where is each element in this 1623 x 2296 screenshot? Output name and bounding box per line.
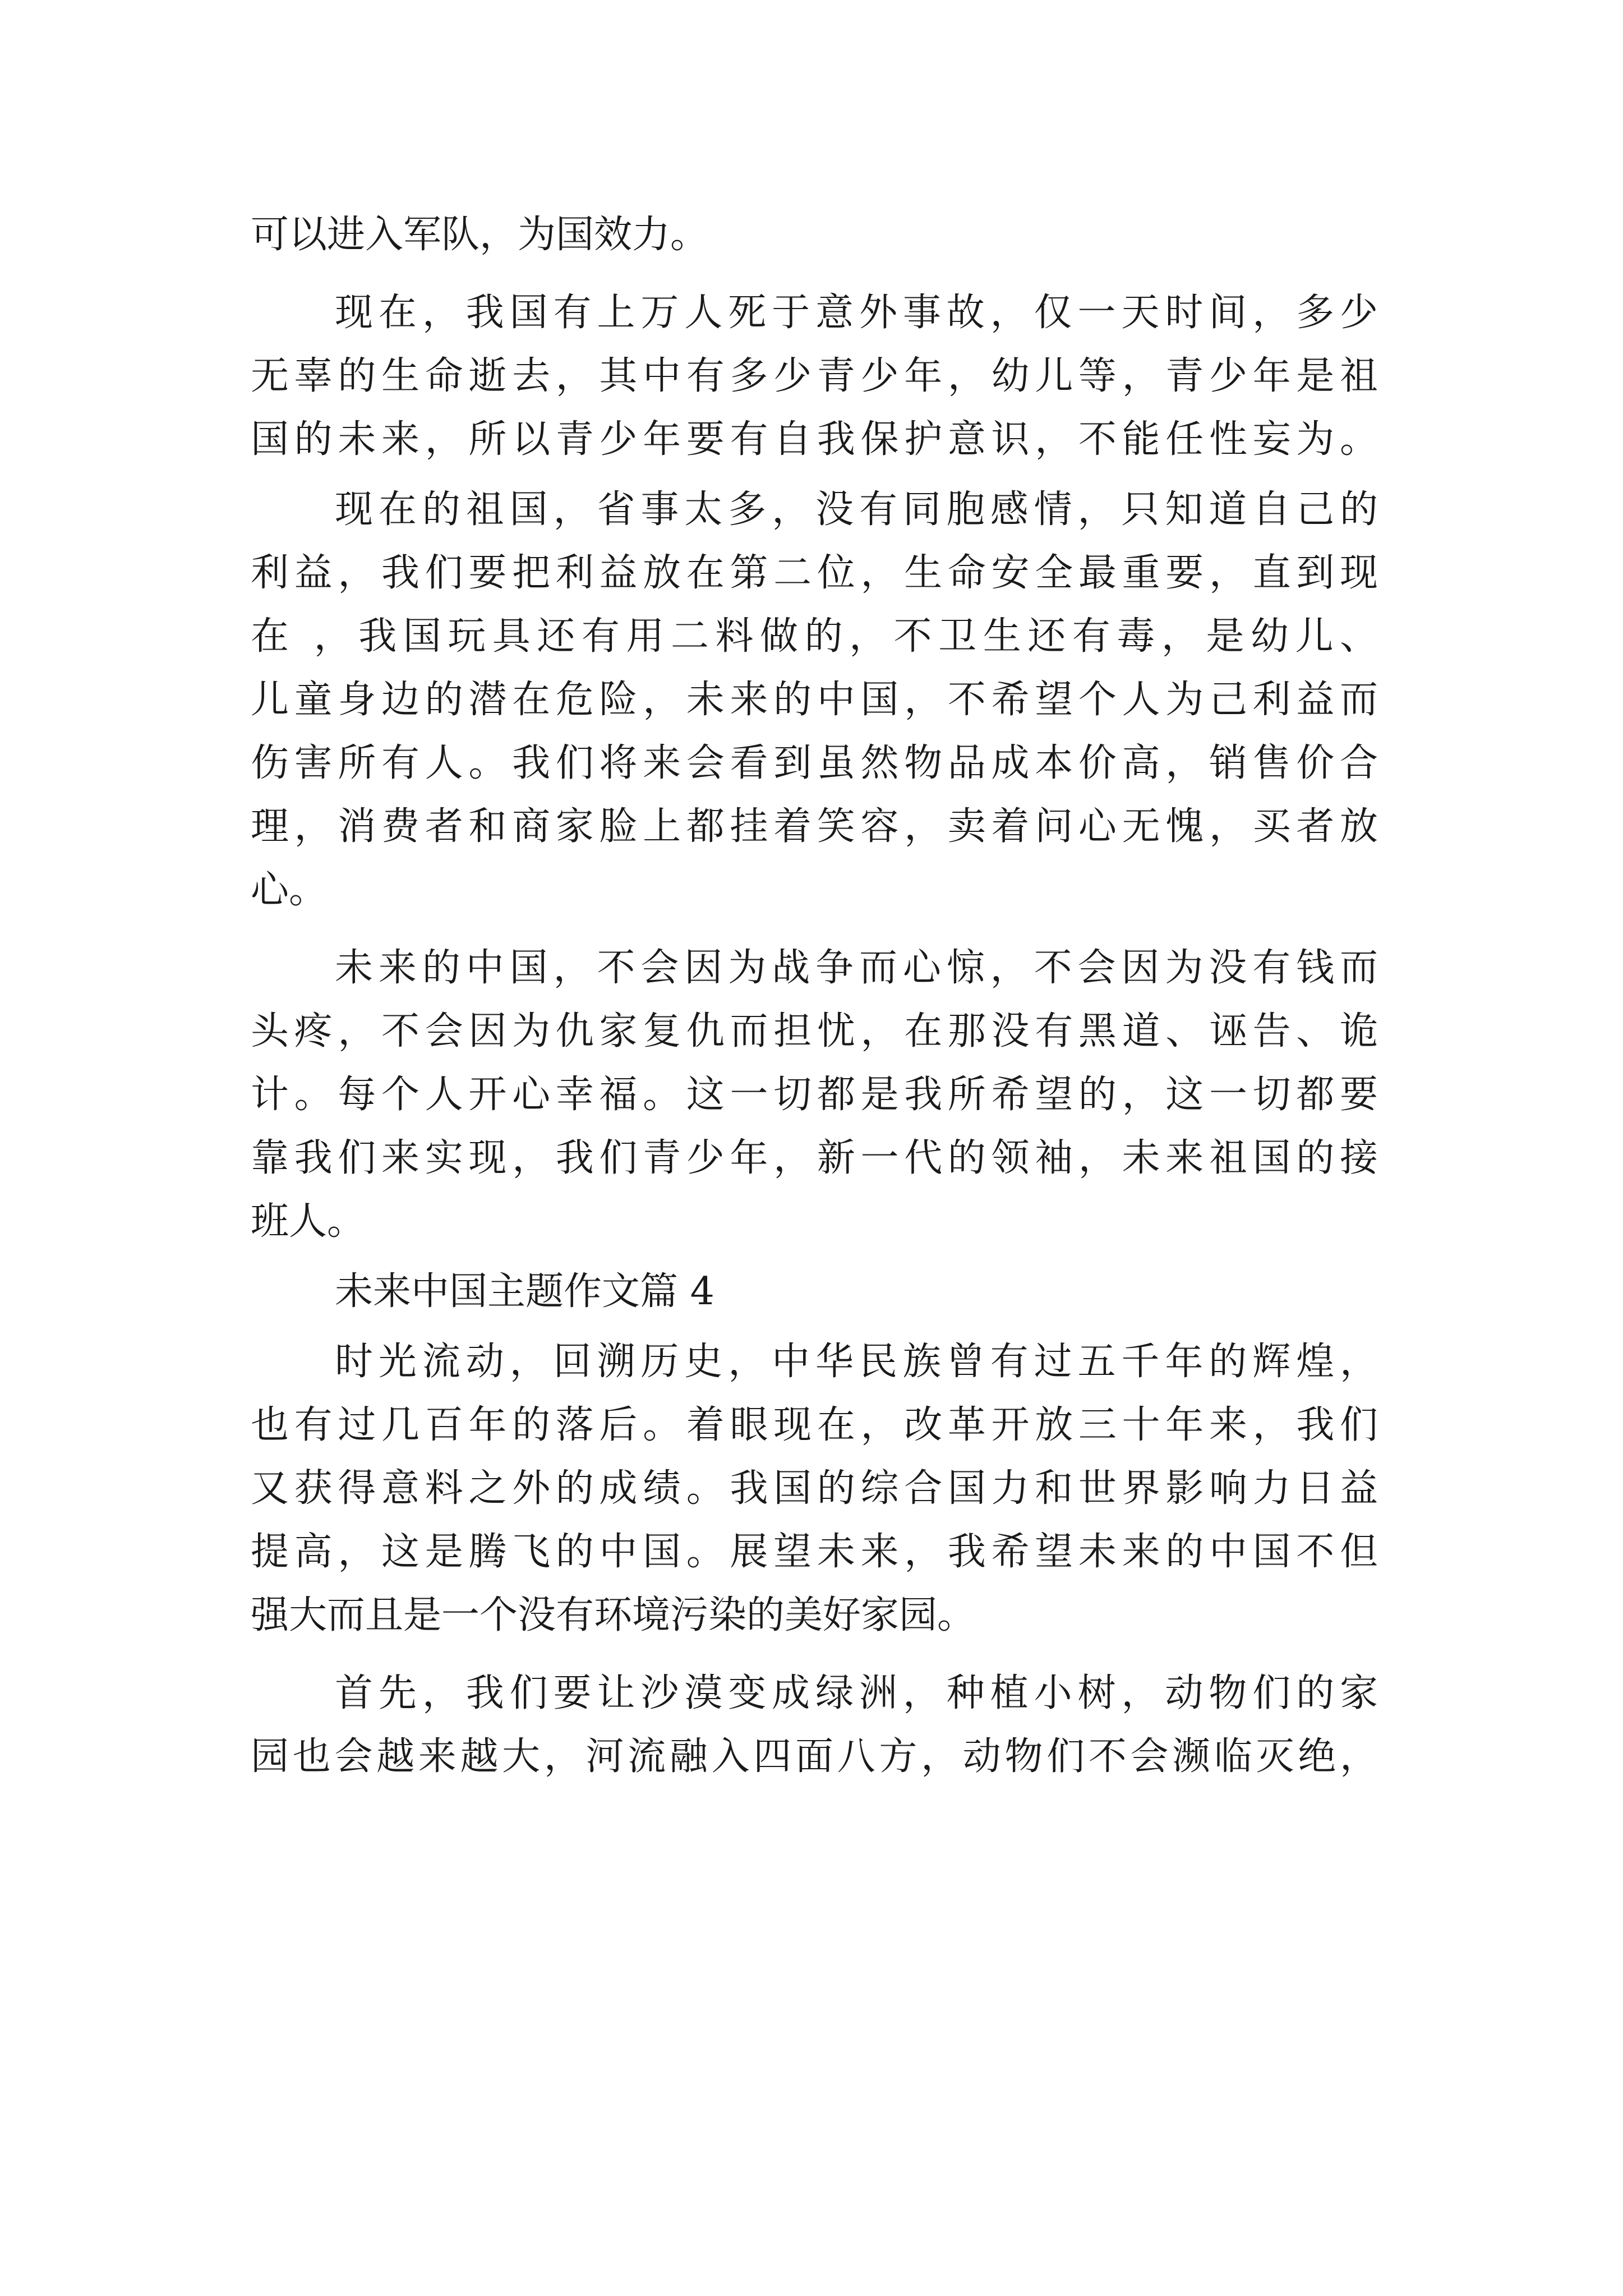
paragraph-line: 班人。: [251, 1199, 366, 1244]
paragraph-line: 又获得意料之外的成绩。我国的综合国力和世界影响力日益: [251, 1466, 1378, 1511]
paragraph-line: 现在的祖国，省事太多，没有同胞感情，只知道自己的: [335, 487, 1378, 532]
paragraph-line: 提高，这是腾飞的中国。展望未来，我希望未来的中国不但: [251, 1530, 1378, 1574]
paragraph-line: 理，消费者和商家脸上都挂着笑容，卖着问心无愧，买者放: [251, 804, 1378, 849]
paragraph-line: 头疼，不会因为仇家复仇而担忧，在那没有黑道、诬告、诡: [251, 1009, 1378, 1053]
paragraph-line: 无辜的生命逝去，其中有多少青少年，幼儿等，青少年是祖: [251, 354, 1378, 398]
paragraph-line: 强大而且是一个没有环境污染的美好家园。: [251, 1593, 976, 1637]
paragraph-line: 现在，我国有上万人死于意外事故，仅一天时间，多少: [335, 291, 1378, 335]
paragraph-line: 未来的中国，不会因为战争而心惊，不会因为没有钱而: [335, 946, 1378, 990]
paragraph-line: 时光流动，回溯历史，中华民族曾有过五千年的辉煌，: [335, 1340, 1378, 1384]
section-heading: 未来中国主题作文篇 4: [335, 1269, 714, 1314]
paragraph-line: 园也会越来越大，河流融入四面八方，动物们不会濒临灭绝，: [251, 1734, 1378, 1779]
paragraph-line: 计。每个人开心幸福。这一切都是我所希望的，这一切都要: [251, 1073, 1378, 1117]
paragraph-line: 也有过几百年的落后。着眼现在，改革开放三十年来，我们: [251, 1403, 1378, 1447]
paragraph-line: 心。: [251, 868, 328, 912]
paragraph-line: 可以进入军队，为国效力。: [251, 213, 709, 257]
paragraph-line: 国的未来，所以青少年要有自我保护意识，不能任性妄为。: [251, 417, 1378, 462]
paragraph-line: 利益，我们要把利益放在第二位，生命安全最重要，直到现: [251, 551, 1378, 595]
paragraph-line: 儿童身边的潜在危险，未来的中国，不希望个人为己利益而: [251, 678, 1378, 722]
paragraph-line: 首先，我们要让沙漠变成绿洲，种植小树，动物们的家: [335, 1671, 1378, 1715]
paragraph-line: 靠我们来实现，我们青少年，新一代的领袖，未来祖国的接: [251, 1136, 1378, 1180]
paragraph-line: 在 ，我国玩具还有用二料做的，不卫生还有毒，是幼儿、: [251, 614, 1378, 659]
article-body: [251, 203, 1378, 1788]
paragraph-line: 伤害所有人。我们将来会看到虽然物品成本价高，销售价合: [251, 741, 1378, 785]
